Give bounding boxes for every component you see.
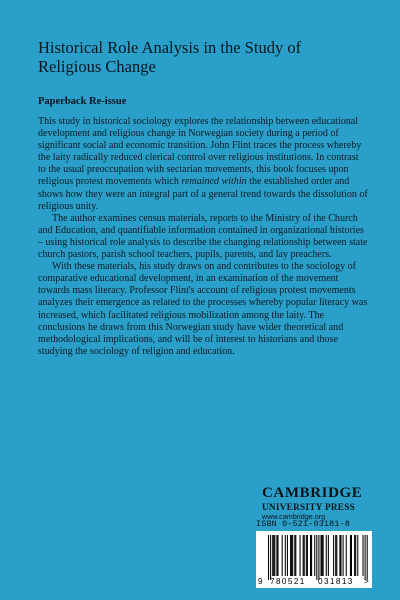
edition-label: Paperback Re-issue <box>38 96 127 107</box>
barcode-bar <box>316 535 317 580</box>
barcode-bar <box>272 535 273 576</box>
barcode-bar <box>303 535 304 576</box>
barcode-bar <box>310 535 311 576</box>
barcode-bar <box>311 535 312 576</box>
barcode-right-digits: 031813 <box>318 577 354 586</box>
barcode-lead-digit: 9 <box>258 577 263 586</box>
barcode-bar <box>300 535 301 576</box>
barcode-bar <box>343 535 344 576</box>
blurb-paragraph-2: The author examines census materials, reports to the Ministry of the Church and Education, and quantifiable information contained in organizational histories – using historical role analysis to describe the changing relationship between state church pastors, parish school teachers, pupils, parents, and lay preachers. <box>38 212 368 261</box>
barcode-bar <box>336 535 337 576</box>
publisher-website: www.cambridge.org <box>262 512 326 521</box>
barcode-bar <box>350 535 351 576</box>
barcode-bar <box>322 535 323 576</box>
barcode-bar <box>306 535 307 576</box>
barcode-bar <box>363 535 364 576</box>
barcode-bar <box>291 535 292 576</box>
barcode-bar <box>273 535 274 576</box>
book-title: Historical Role Analysis in the Study of Religious Change <box>38 38 302 76</box>
barcode-bar <box>321 535 322 576</box>
barcode-bar <box>290 535 291 576</box>
barcode-bar <box>277 535 278 576</box>
emphasis-text: remained within <box>181 176 247 188</box>
barcode-bar <box>314 535 315 576</box>
barcode-bar <box>346 535 347 576</box>
barcode-bar <box>287 535 288 576</box>
publisher-subname: UNIVERSITY PRESS <box>262 502 356 512</box>
barcode-bar <box>270 535 271 580</box>
barcode-bar <box>304 535 305 576</box>
barcode-bar <box>307 535 308 576</box>
barcode-bar <box>268 535 269 580</box>
barcode-bar <box>294 535 295 576</box>
barcode-bar <box>335 535 336 576</box>
publisher-name: CAMBRIDGE <box>262 485 363 501</box>
barcode-bar <box>357 535 358 576</box>
barcode-bar <box>328 535 329 576</box>
barcode-bar <box>326 535 327 576</box>
blurb-paragraph-3: With these materials, his study draws on and contributes to the sociology of comparative educational development, in an examination of the movement towards mass literacy. Professor Flint's account of religious protest movements analyzes their emergence as related to the processes whereby popular literacy was increased, which facilitated religious mobilization among the laity. The conclusions he draws from this Norwegian study have wider theoretical and methodological implications, and will be of interest to historians and those studying the sociology of religion and education. <box>38 261 368 357</box>
barcode-bar <box>274 535 275 576</box>
barcode-trail-mark: > <box>364 577 369 586</box>
barcode-left-digits: 780521 <box>270 577 306 586</box>
barcode-bar <box>323 535 324 576</box>
publisher-logo <box>262 486 372 521</box>
barcode-bar <box>276 535 277 576</box>
barcode-bar <box>295 535 296 576</box>
blurb <box>38 116 368 358</box>
barcode-bar <box>340 535 341 576</box>
barcode <box>256 531 372 588</box>
barcode-bar <box>282 535 283 576</box>
barcode-bar <box>365 535 366 580</box>
barcode-bar <box>339 535 340 576</box>
barcode-bar <box>333 535 334 576</box>
barcode-bar <box>355 535 356 576</box>
blurb-paragraph-1: This study in historical sociology explores the relationship between educational development and religious change in Norwegian society during a period of significant social and economic transition. John Flint traces the process whereby the laity radically reduced clerical control over religious institutions. In contrast to the usual preoccupation with sectarian movements, this book focuses upon religious protest movements which remained within the established order and shows how they were an integral part of a general trend towards the dissolution of religious unity. <box>38 116 368 212</box>
barcode-bar <box>351 535 352 576</box>
barcode-bar <box>318 535 319 580</box>
barcode-bar <box>285 535 286 576</box>
barcode-bar <box>354 535 355 576</box>
isbn-text: ISBN 0-521-03181-8 <box>256 519 351 529</box>
barcode-bar <box>367 535 368 580</box>
barcode-bar <box>292 535 293 576</box>
barcode-digits <box>256 576 372 588</box>
